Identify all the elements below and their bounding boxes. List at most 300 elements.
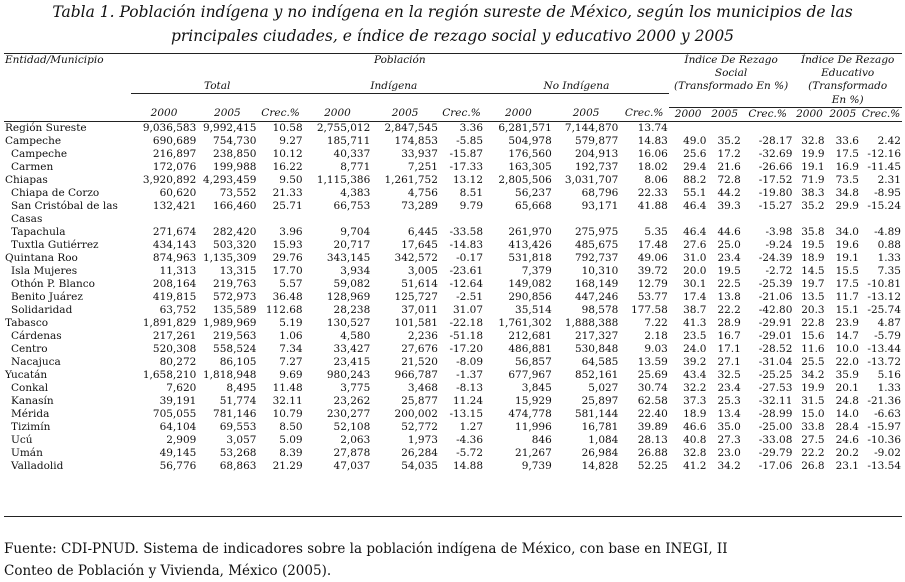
table-cell: -23.61 — [449, 264, 484, 277]
table-cell: 16.9 — [835, 160, 859, 173]
table-cell: 8.39 — [279, 446, 303, 459]
table-cell: 419,815 — [152, 290, 197, 303]
table-cell: 17.4 — [683, 290, 707, 303]
table-cell: 8.51 — [459, 186, 484, 199]
table-cell: -8.13 — [456, 381, 484, 394]
table-cell: 33,937 — [401, 147, 438, 160]
table-cell: -17.33 — [449, 160, 484, 173]
table-cell: 33.6 — [835, 134, 859, 147]
table-cell — [742, 121, 794, 135]
header-ire: Índice De Rezago — [793, 54, 902, 68]
table-cell: -31.04 — [758, 355, 793, 368]
row-label: Tizimín — [11, 420, 51, 433]
table-cell: 17.5 — [835, 147, 859, 160]
table-cell: 28.9 — [717, 316, 741, 329]
table-cell: 19.1 — [835, 251, 859, 264]
table-cell: 1,973 — [407, 433, 438, 446]
table-cell: -3.98 — [765, 225, 793, 238]
table-cell — [793, 121, 825, 135]
table-cell: -29.91 — [758, 316, 793, 329]
table-cell: 14.83 — [637, 134, 668, 147]
table-cell: 5.35 — [644, 225, 668, 238]
table-cell: 23.1 — [835, 459, 859, 472]
table-cell: 135,589 — [213, 303, 257, 316]
table-row-municipio — [4, 356, 902, 369]
table-cell: 28.4 — [835, 420, 859, 433]
row-label: Quintana Roo — [5, 251, 78, 264]
table-cell: 30.1 — [683, 277, 707, 290]
row-label: Umán — [11, 446, 43, 459]
table-cell: 24.8 — [835, 394, 859, 407]
header-row-4 — [4, 94, 902, 108]
table-cell: -42.80 — [758, 303, 793, 316]
table-cell: 781,146 — [213, 407, 257, 420]
table-row-municipio — [4, 200, 902, 226]
table-cell: 41.3 — [683, 316, 707, 329]
table-row-entidad — [4, 252, 902, 265]
table-cell: 36.48 — [272, 290, 303, 303]
table-cell: 13.59 — [637, 355, 668, 368]
row-label: Carmen — [11, 160, 54, 173]
table-cell: 32.8 — [683, 446, 707, 459]
table-cell: 25.69 — [637, 368, 668, 381]
table-cell: 52,772 — [401, 420, 438, 433]
table-row-municipio — [4, 226, 902, 239]
table-cell — [669, 121, 708, 135]
table-cell: -13.72 — [867, 355, 901, 368]
table-cell: 73.5 — [835, 173, 859, 186]
row-label: Mérida — [11, 407, 50, 420]
table-cell: 2,847,545 — [384, 121, 438, 134]
table-cell: 275,975 — [574, 225, 619, 238]
table-cell: 230,277 — [326, 407, 371, 420]
row-label: Cárdenas — [11, 329, 62, 342]
table-cell: 8,771 — [340, 160, 371, 173]
table-cell: 185,711 — [326, 134, 371, 147]
table-cell: 7,144,870 — [564, 121, 619, 134]
table-cell: 17.2 — [717, 147, 741, 160]
row-label: Isla Mujeres — [11, 264, 78, 277]
table-cell: 125,727 — [394, 290, 438, 303]
table-cell: 25.71 — [272, 199, 303, 212]
table-cell: 23,415 — [333, 355, 371, 368]
table-cell: 1,888,388 — [564, 316, 619, 329]
table-cell: 15.5 — [835, 264, 859, 277]
table-cell: 112.68 — [265, 303, 303, 316]
row-label: Conkal — [11, 381, 49, 394]
table-cell: 64,104 — [159, 420, 197, 433]
table-cell: 3,934 — [340, 264, 371, 277]
table-cell: 20,717 — [333, 238, 371, 251]
table-cell: -13.54 — [867, 459, 901, 472]
table-cell: 19.9 — [801, 381, 825, 394]
table-cell: 22.2 — [717, 303, 741, 316]
table-cell: -4.36 — [456, 433, 484, 446]
table-cell: 163,305 — [508, 160, 552, 173]
table-cell: 30.74 — [637, 381, 668, 394]
table-cell: 22.33 — [637, 186, 668, 199]
table-cell: 39.72 — [637, 264, 668, 277]
data-table — [4, 53, 902, 473]
table-cell: 792,737 — [574, 251, 619, 264]
table-row-municipio — [4, 265, 902, 278]
table-cell: 46.4 — [683, 225, 707, 238]
row-label: Tabasco — [5, 316, 49, 329]
table-cell: 342,572 — [394, 251, 438, 264]
table-cell: 28,238 — [333, 303, 371, 316]
table-cell: 32.2 — [683, 381, 707, 394]
table-cell: 212,681 — [508, 329, 552, 342]
table-cell: 558,524 — [213, 342, 257, 355]
table-cell: 846 — [531, 433, 552, 446]
table-cell: 40.8 — [683, 433, 707, 446]
table-cell: 4,580 — [340, 329, 371, 342]
table-cell: -17.06 — [758, 459, 793, 472]
table-cell: 204,913 — [574, 147, 619, 160]
table-cell: 1.06 — [279, 329, 303, 342]
table-cell: 16.7 — [717, 329, 741, 342]
header-ire-unit-2: En %) — [793, 94, 902, 108]
table-cell: 46.4 — [683, 199, 707, 212]
table-cell: 19.5 — [801, 238, 825, 251]
table-cell: 21,267 — [515, 446, 552, 459]
table-cell: 31.0 — [683, 251, 707, 264]
table-cell: 26.88 — [637, 446, 668, 459]
table-row-entidad — [4, 369, 902, 382]
table-row-municipio — [4, 148, 902, 161]
table-row-municipio — [4, 278, 902, 291]
table-cell: 20.1 — [835, 381, 859, 394]
table-row-entidad — [4, 174, 902, 187]
table-cell: -33.08 — [758, 433, 793, 446]
header-entity: Entidad/Municipio — [4, 54, 131, 68]
table-row-municipio — [4, 343, 902, 356]
title-line-2: principales ciudades, e índice de rezago social y educativo 2000 y 2005 — [170, 27, 735, 45]
table-cell: 65,668 — [515, 199, 552, 212]
table-cell: 271,674 — [152, 225, 197, 238]
table-cell: -19.80 — [758, 186, 793, 199]
table-cell: 31.07 — [452, 303, 484, 316]
table-cell: 66,753 — [333, 199, 371, 212]
table-cell: -25.74 — [867, 303, 901, 316]
table-cell: 43.4 — [683, 368, 707, 381]
table-cell: -14.83 — [449, 238, 484, 251]
table-cell: 15,929 — [515, 394, 552, 407]
table-cell: 31.5 — [801, 394, 825, 407]
table-cell: 485,675 — [574, 238, 619, 251]
table-cell: 10.58 — [272, 121, 303, 134]
table-cell: 216,897 — [152, 147, 197, 160]
table-cell: 69,553 — [219, 420, 257, 433]
table-cell: 53,268 — [219, 446, 257, 459]
table-cell: 35.8 — [801, 225, 825, 238]
table-cell: 2,236 — [407, 329, 438, 342]
table-cell: 27,676 — [401, 342, 438, 355]
table-cell: 8,495 — [226, 381, 257, 394]
table-title — [0, 0, 905, 48]
table-cell: -15.27 — [758, 199, 793, 212]
table-cell: 10,310 — [581, 264, 619, 277]
table-cell: 2,063 — [340, 433, 371, 446]
table-cell: 19.5 — [717, 264, 741, 277]
table-body — [4, 121, 902, 473]
table-cell: 25.6 — [683, 147, 707, 160]
table-cell: 1,891,829 — [142, 316, 197, 329]
table-cell: 98,578 — [581, 303, 619, 316]
table-row-municipio — [4, 304, 902, 317]
table-cell: 35.2 — [801, 199, 825, 212]
table-cell: 13.74 — [637, 121, 668, 134]
table-cell: 3,775 — [340, 381, 371, 394]
table-row-municipio — [4, 330, 902, 343]
table-cell: -22.18 — [449, 316, 484, 329]
table-cell: -26.66 — [758, 160, 793, 173]
table-cell: 166,460 — [213, 199, 257, 212]
row-label: Valladolid — [11, 459, 64, 472]
table-cell: 68,796 — [581, 186, 619, 199]
table-cell: 37,011 — [401, 303, 438, 316]
row-label: Ucú — [11, 433, 33, 446]
row-label: Othón P. Blanco — [11, 277, 95, 290]
table-cell: 282,420 — [213, 225, 257, 238]
table-cell: 56,237 — [515, 186, 552, 199]
source-line-2: Conteo de Población y Vivienda, México (2005). — [4, 563, 332, 579]
table-cell: 51,774 — [219, 394, 257, 407]
table-cell: 22.40 — [637, 407, 668, 420]
table-cell: 12.79 — [637, 277, 668, 290]
row-label: Región Sureste — [5, 121, 87, 134]
table-cell: 32.8 — [801, 134, 825, 147]
table-cell: 14.5 — [801, 264, 825, 277]
table-cell: 413,426 — [508, 238, 552, 251]
table-cell: 980,243 — [326, 368, 371, 381]
table-cell: 11,313 — [159, 264, 197, 277]
table-cell: 10.0 — [835, 342, 859, 355]
table-cell: 1.27 — [459, 420, 484, 433]
table-cell: 41.2 — [683, 459, 707, 472]
table-cell: 24.0 — [683, 342, 707, 355]
table-row-entidad — [4, 317, 902, 330]
table-cell: 17.70 — [272, 264, 303, 277]
table-cell: 27,878 — [333, 446, 371, 459]
table-cell: 7.34 — [279, 342, 303, 355]
table-cell: 24.6 — [835, 433, 859, 446]
table-cell: -21.06 — [758, 290, 793, 303]
table-cell: 10.79 — [272, 407, 303, 420]
table-cell: -33.58 — [449, 225, 484, 238]
table-cell: 60,620 — [159, 186, 197, 199]
table-cell: 35.2 — [717, 134, 741, 147]
table-cell: 93,171 — [581, 199, 619, 212]
table-cell: 18.9 — [801, 251, 825, 264]
table-cell: 71.9 — [801, 173, 825, 186]
table-cell: 39.89 — [637, 420, 668, 433]
table-cell: 17.48 — [637, 238, 668, 251]
table-cell: -9.02 — [874, 446, 901, 459]
table-cell: 20.3 — [801, 303, 825, 316]
table-cell: 49.06 — [637, 251, 668, 264]
table-cell: 26,984 — [581, 446, 619, 459]
table-cell: 38.7 — [683, 303, 707, 316]
table-cell: 176,560 — [508, 147, 552, 160]
table-cell: 21.6 — [717, 160, 741, 173]
table-cell: 343,145 — [326, 251, 371, 264]
table-cell — [860, 121, 902, 135]
table-row-municipio — [4, 161, 902, 174]
table-cell: 29.4 — [683, 160, 707, 173]
table-cell: 504,978 — [508, 134, 552, 147]
table-cell: 690,689 — [152, 134, 197, 147]
table-cell: 16.06 — [637, 147, 668, 160]
table-cell: 130,527 — [326, 316, 371, 329]
table-cell: 101,581 — [394, 316, 438, 329]
table-cell: 10.12 — [272, 147, 303, 160]
table-row-municipio — [4, 421, 902, 434]
title-line-1: Tabla 1. Población indígena y no indígena en la región sureste de México, según los municipios de las — [52, 3, 853, 21]
table-cell: 19.6 — [835, 238, 859, 251]
table-row-municipio — [4, 382, 902, 395]
table-cell: -6.63 — [874, 407, 901, 420]
table-cell: 16.22 — [272, 160, 303, 173]
table-cell: -32.69 — [758, 147, 793, 160]
table-cell: 217,327 — [574, 329, 619, 342]
table-row-entidad — [4, 121, 902, 135]
table-cell: 18.9 — [683, 407, 707, 420]
table-cell: 128,969 — [326, 290, 371, 303]
table-cell: -9.24 — [765, 238, 793, 251]
table-cell: 1,135,309 — [203, 251, 257, 264]
table-cell: 15.6 — [801, 329, 825, 342]
table-cell: -24.39 — [758, 251, 793, 264]
table-cell: 34.8 — [835, 186, 859, 199]
table-cell: -10.36 — [867, 433, 901, 446]
table-cell: 46.6 — [683, 420, 707, 433]
table-cell — [826, 121, 860, 135]
table-cell: -15.24 — [867, 199, 901, 212]
table-cell: 14,828 — [581, 459, 619, 472]
table-cell: 9.69 — [279, 368, 303, 381]
table-cell: 25.0 — [717, 238, 741, 251]
table-cell: 34.2 — [717, 459, 741, 472]
table-cell — [707, 121, 741, 135]
table-cell: 4,383 — [340, 186, 371, 199]
table-cell: 40,337 — [333, 147, 371, 160]
table-cell: 19.1 — [801, 160, 825, 173]
table-cell: 21.29 — [272, 459, 303, 472]
table-cell: 44.6 — [717, 225, 741, 238]
table-cell: 7,251 — [407, 160, 438, 173]
table-cell: 23.4 — [717, 251, 741, 264]
table-cell: 39,191 — [159, 394, 197, 407]
table-cell: 8.06 — [644, 173, 668, 186]
table-cell: 705,055 — [152, 407, 197, 420]
source-note — [4, 538, 894, 582]
table-cell: 13,315 — [219, 264, 257, 277]
table-cell: 11.48 — [272, 381, 303, 394]
table-cell: 7,379 — [521, 264, 552, 277]
table-cell: -15.87 — [449, 147, 484, 160]
table-cell: 17,645 — [401, 238, 438, 251]
header-total: Total — [131, 80, 304, 94]
table-cell: -25.25 — [758, 368, 793, 381]
row-label: Nacajuca — [11, 355, 61, 368]
table-cell: 474,778 — [508, 407, 552, 420]
table-cell: 7.27 — [279, 355, 303, 368]
table-cell: -12.16 — [867, 147, 901, 160]
table-cell: -10.81 — [867, 277, 901, 290]
table-cell: 15.0 — [801, 407, 825, 420]
table-cell: 11.7 — [835, 290, 859, 303]
table-cell: 6,281,571 — [498, 121, 552, 134]
table-row-entidad — [4, 135, 902, 148]
table-cell: 149,082 — [508, 277, 552, 290]
table-cell: 11.6 — [801, 342, 825, 355]
row-label: Centro — [11, 342, 48, 355]
table-cell: 44.2 — [717, 186, 741, 199]
row-label: Chiapas — [5, 173, 48, 186]
table-cell: 32.11 — [272, 394, 303, 407]
table-cell: 7.35 — [877, 264, 901, 277]
table-cell: 754,730 — [213, 134, 257, 147]
table-cell: 62.58 — [637, 394, 668, 407]
table-cell: 219,763 — [213, 277, 257, 290]
table-cell: 27.6 — [683, 238, 707, 251]
table-cell: 1,818,948 — [203, 368, 257, 381]
table-cell: 3,057 — [226, 433, 257, 446]
table-cell: 1.33 — [877, 381, 901, 394]
row-label: Tapachula — [11, 225, 66, 238]
table-cell: 17.5 — [835, 277, 859, 290]
row-label: Yucatán — [5, 368, 48, 381]
table-cell: -8.09 — [456, 355, 484, 368]
table-cell: 5.19 — [279, 316, 303, 329]
table-cell: 208,164 — [152, 277, 197, 290]
table-cell: -5.72 — [456, 446, 484, 459]
table-cell: 3,468 — [407, 381, 438, 394]
table-cell: 434,143 — [152, 238, 197, 251]
table-cell: 11.24 — [452, 394, 484, 407]
table-cell: 41.88 — [637, 199, 668, 212]
table-cell: 579,877 — [574, 134, 619, 147]
table-cell: 503,320 — [213, 238, 257, 251]
table-cell: 238,850 — [213, 147, 257, 160]
table-cell: 52,108 — [333, 420, 371, 433]
table-cell: 73,289 — [401, 199, 438, 212]
row-label: Kanasín — [11, 394, 54, 407]
table-cell: 23.5 — [683, 329, 707, 342]
header-ire-sub: Educativo — [821, 67, 875, 79]
table-cell: -12.64 — [449, 277, 484, 290]
table-cell: 1,989,969 — [203, 316, 257, 329]
table-cell: 27.3 — [717, 433, 741, 446]
table-cell: 22.2 — [801, 446, 825, 459]
table-cell: 261,970 — [508, 225, 552, 238]
header-irs: Índice De Rezago — [669, 54, 794, 68]
table-cell: 11,996 — [515, 420, 552, 433]
table-cell: 852,161 — [574, 368, 619, 381]
table-cell: -28.52 — [758, 342, 793, 355]
table-cell: -29.79 — [758, 446, 793, 459]
table-cell: -17.20 — [449, 342, 484, 355]
table-cell: 63,752 — [159, 303, 197, 316]
table-cell: -4.89 — [874, 225, 901, 238]
table-cell: 3,845 — [521, 381, 552, 394]
table-cell: 2,909 — [166, 433, 197, 446]
row-label: Campeche — [5, 134, 62, 147]
table-cell: -15.97 — [867, 420, 901, 433]
table-cell: 192,737 — [574, 160, 619, 173]
table-cell: -11.45 — [867, 160, 901, 173]
